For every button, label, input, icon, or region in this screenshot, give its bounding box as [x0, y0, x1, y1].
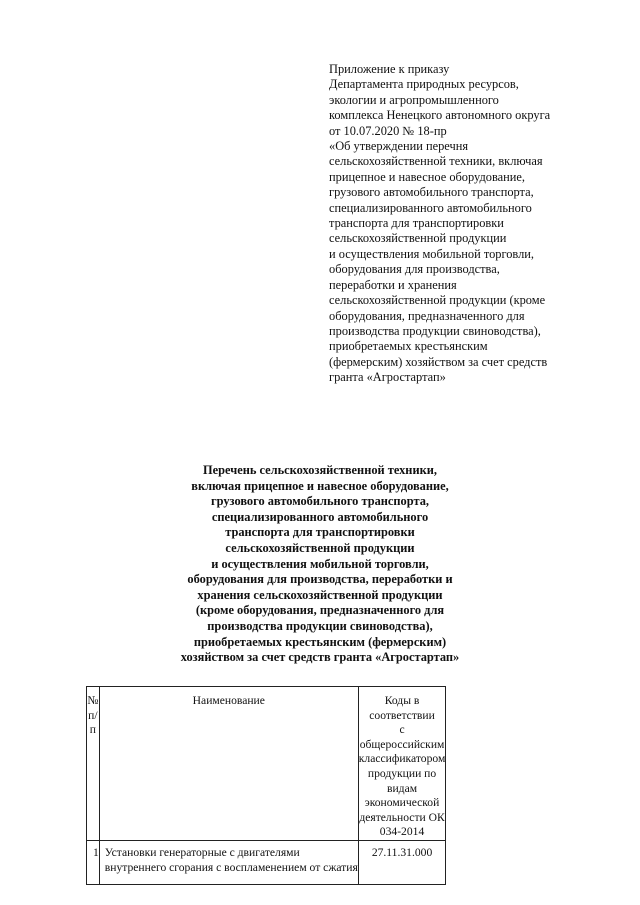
appendix-line: сельскохозяйственной продукции	[329, 231, 507, 246]
header-number-line: п/п	[88, 708, 98, 737]
table-row	[87, 840, 446, 884]
appendix-line: (фермерским) хозяйством за счет средств	[329, 354, 548, 369]
appendix-line: Приложение к приказу	[329, 62, 450, 76]
title-line: и осуществления мобильной торговли,	[211, 556, 429, 571]
appendix-line: сельскохозяйственной продукции (кроме	[329, 293, 546, 308]
title-line: транспорта для транспортировки	[225, 525, 415, 540]
title-line: приобретаемых крестьянским (фермерским)	[193, 634, 447, 649]
header-code-line: экономической	[364, 796, 440, 810]
header-code-line: Коды в соответствии	[369, 694, 435, 722]
header-code-line: деятельности ОК 034-2014	[359, 810, 445, 839]
header-number	[87, 687, 100, 841]
appendix-line: переработки и хранения	[329, 277, 457, 292]
header-name: Наименование	[99, 687, 358, 841]
appendix-line: гранта «Агростартап»	[329, 370, 446, 385]
row-name-line: внутреннего сгорания с воспламенением от сжатия	[104, 860, 358, 874]
appendix-line: специализированного автомобильного	[329, 200, 532, 215]
title-line: (кроме оборудования, предназначенного для	[195, 603, 445, 618]
title-line: грузового автомобильного транспорта,	[210, 494, 430, 509]
appendix-line: Департамента природных ресурсов,	[329, 77, 519, 92]
appendix-line: грузового автомобильного транспорта,	[329, 185, 534, 200]
appendix-line: экологии и агропромышленного	[329, 92, 499, 107]
appendix-line: и осуществления мобильной торговли,	[329, 246, 535, 261]
appendix-line: комплекса Ненецкого автономного округа	[329, 108, 551, 123]
title-line: производства продукции свиноводства),	[207, 618, 433, 633]
appendix-line: оборудования, предназначенного для	[329, 308, 525, 323]
appendix-line: «Об утверждении перечня	[329, 139, 469, 154]
row-code: 27.11.31.000	[358, 840, 446, 884]
appendix-line: от 10.07.2020 № 18-пр	[329, 123, 447, 138]
document-title	[130, 463, 510, 666]
appendix-line: оборудования для производства,	[329, 262, 500, 277]
header-code-line: продукции по видам	[367, 766, 437, 795]
row-name	[99, 840, 358, 884]
header-code	[358, 687, 446, 841]
title-line: оборудования для производства, переработки и	[187, 572, 453, 587]
title-line: хранения сельскохозяйственной продукции	[197, 587, 443, 602]
title-line: сельскохозяйственной продукции	[225, 540, 415, 555]
title-line: Перечень сельскохозяйственной техники,	[203, 463, 437, 477]
appendix-line: транспорта для транспортировки	[329, 216, 504, 231]
table-header-row	[87, 687, 446, 841]
title-line: специализированного автомобильного	[211, 509, 429, 524]
row-name-line: Установки генераторные с двигателями	[104, 845, 300, 859]
appendix-line: прицепное и навесное оборудование,	[329, 169, 525, 184]
title-line: включая прицепное и навесное оборудование,	[191, 478, 449, 493]
header-code-line: с общероссийским	[359, 723, 445, 751]
title-line: хозяйством за счет средств гранта «Агростартап»	[180, 650, 460, 665]
equipment-table	[86, 686, 446, 885]
header-code-line: классификатором	[358, 752, 446, 766]
appendix-line: приобретаемых крестьянским	[329, 339, 488, 354]
appendix-line: производства продукции свиноводства),	[329, 323, 541, 338]
appendix-line: сельскохозяйственной техники, включая	[329, 154, 543, 169]
row-number: 1	[87, 840, 100, 884]
header-number-line: №	[87, 694, 99, 707]
appendix-block	[329, 62, 629, 386]
